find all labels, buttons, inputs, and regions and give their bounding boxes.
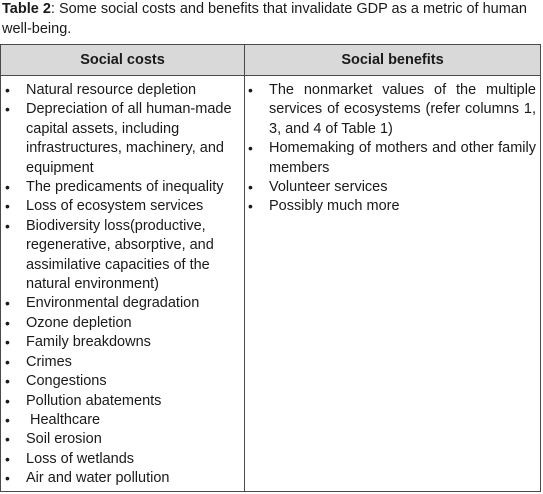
social-cost-text: Family breakdowns xyxy=(26,334,151,351)
social-cost-text: Loss of wetlands xyxy=(26,450,135,467)
list-item xyxy=(5,100,241,178)
social-cost-text: Loss of ecosystem services xyxy=(26,198,204,215)
bullet-icon: • xyxy=(5,411,10,428)
list-item xyxy=(5,81,241,100)
list-item xyxy=(248,197,536,216)
list-item xyxy=(5,333,241,352)
list-item xyxy=(5,372,241,391)
social-benefit-text: The nonmarket values of the multiple services of ecosystems (refer columns 1, 3, and 4 of Table 1) xyxy=(269,82,536,137)
social-cost-text: Healthcare xyxy=(30,411,101,428)
social-cost-text: Depreciation of all human-made capital assets, including infrastructures, machinery, and equipment xyxy=(26,101,232,176)
bullet-icon: • xyxy=(5,217,10,234)
bullet-icon: • xyxy=(5,101,10,118)
bullet-icon: • xyxy=(5,450,10,467)
list-item xyxy=(248,81,536,139)
list-item xyxy=(5,294,241,313)
social-costs-list xyxy=(5,81,241,489)
bullet-icon: • xyxy=(5,314,10,331)
social-benefit-text: Possibly much more xyxy=(269,198,400,215)
bullet-icon: • xyxy=(5,295,10,312)
social-cost-text: Pollution abatements xyxy=(26,392,162,409)
list-item xyxy=(248,178,536,197)
social-benefits-list xyxy=(248,81,536,217)
table-caption-text: : Some social costs and benefits that invalidate GDP as a metric of human well-being. xyxy=(2,1,527,37)
social-cost-text: Biodiversity loss(productive, regenerative, absorptive, and assimilative capacities of the natural environment) xyxy=(26,217,214,293)
social-cost-text: Environmental degradation xyxy=(26,295,200,312)
social-cost-text: Congestions xyxy=(26,373,107,390)
bullet-icon: • xyxy=(248,140,253,157)
table-caption xyxy=(2,0,540,39)
bullet-icon: • xyxy=(5,392,10,409)
bullet-icon: • xyxy=(5,198,10,215)
list-item xyxy=(5,217,241,295)
social-costs-benefits-table xyxy=(0,44,541,492)
bullet-icon: • xyxy=(5,431,10,448)
bullet-icon: • xyxy=(5,353,10,370)
social-cost-text: The predicaments of inequality xyxy=(26,179,224,196)
list-item xyxy=(5,353,241,372)
social-benefit-text: Homemaking of mothers and other family members xyxy=(269,140,536,176)
social-cost-text: Natural resource depletion xyxy=(26,82,197,98)
header-social-costs: Social costs xyxy=(80,52,165,68)
column-divider xyxy=(244,45,245,491)
bullet-icon: • xyxy=(5,373,10,390)
social-cost-text: Ozone depletion xyxy=(26,314,132,331)
list-item xyxy=(5,197,241,216)
list-item xyxy=(5,430,241,449)
bullet-icon: • xyxy=(5,82,10,98)
bullet-icon: • xyxy=(5,179,10,196)
bullet-icon: • xyxy=(248,82,253,98)
bullet-icon: • xyxy=(248,198,253,215)
table-header-row xyxy=(1,45,540,76)
bullet-icon: • xyxy=(248,179,253,196)
social-cost-text: Crimes xyxy=(26,353,72,370)
social-benefit-text: Volunteer services xyxy=(269,179,388,196)
list-item xyxy=(5,450,241,469)
list-item xyxy=(5,469,241,488)
list-item xyxy=(5,314,241,333)
bullet-icon: • xyxy=(5,334,10,351)
social-cost-text: Soil erosion xyxy=(26,431,102,448)
list-item xyxy=(5,411,241,430)
list-item xyxy=(5,392,241,411)
table-caption-label: Table 2 xyxy=(2,1,51,17)
social-cost-text: Air and water pollution xyxy=(26,470,170,487)
list-item xyxy=(248,139,536,178)
bullet-icon: • xyxy=(5,470,10,487)
list-item xyxy=(5,178,241,197)
header-social-benefits: Social benefits xyxy=(341,52,444,68)
